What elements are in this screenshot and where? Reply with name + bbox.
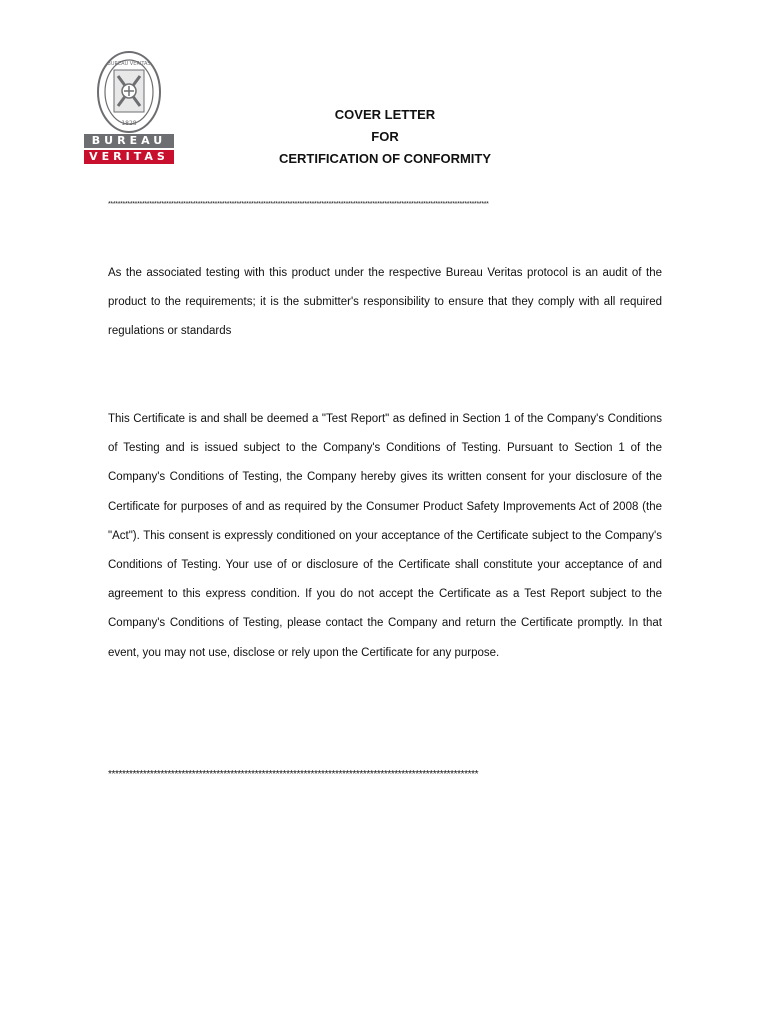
seal-year: 1828 bbox=[121, 120, 137, 127]
title-line-3: CERTIFICATION OF CONFORMITY bbox=[278, 151, 492, 166]
document-title bbox=[0, 104, 770, 170]
seal-text: BUREAU VERITAS bbox=[107, 61, 151, 67]
logo-word-bureau: BUREAU bbox=[84, 134, 174, 148]
title-line-1: COVER LETTER bbox=[334, 107, 436, 122]
separator-top: ************************************************************************************************************************************************************* bbox=[108, 201, 489, 208]
paragraph-responsibility: As the associated testing with this product under the respective Bureau Veritas protocol is an audit of the product to the requirements; it is the submitter's responsibility to ensure that they comply with all required regulations or standards bbox=[108, 267, 662, 338]
logo-word-veritas: VERITAS bbox=[84, 150, 174, 164]
title-line-2: FOR bbox=[371, 129, 399, 144]
separator-bottom: ********************************************************************************************************** bbox=[108, 769, 479, 780]
paragraph-conditions: This Certificate is and shall be deemed a "Test Report" as defined in Section 1 of the Company's Conditions of Testing and is issued subject to the Company's Conditions of Testing. Pursuant to Section 1 of the Company's Conditions of Testing, the Company hereby gives its written consent for your disclosure of the Certificate for purposes of and as required by the Consumer Product Safety Improvements Act of 2008 (the "Act"). This consent is expressly conditioned on your acceptance of the Certificate subject to the Company's Conditions of Testing. Your use of or disclosure of the Certificate shall constitute your acceptance of and agreement to this express condition. If you do not accept the Certificate as a Test Report subject to the Company's Conditions of Testing, please contact the Company and return the Certificate promptly. In that event, you may not use, disclose or rely upon the Certificate for any purpose. bbox=[108, 413, 662, 659]
